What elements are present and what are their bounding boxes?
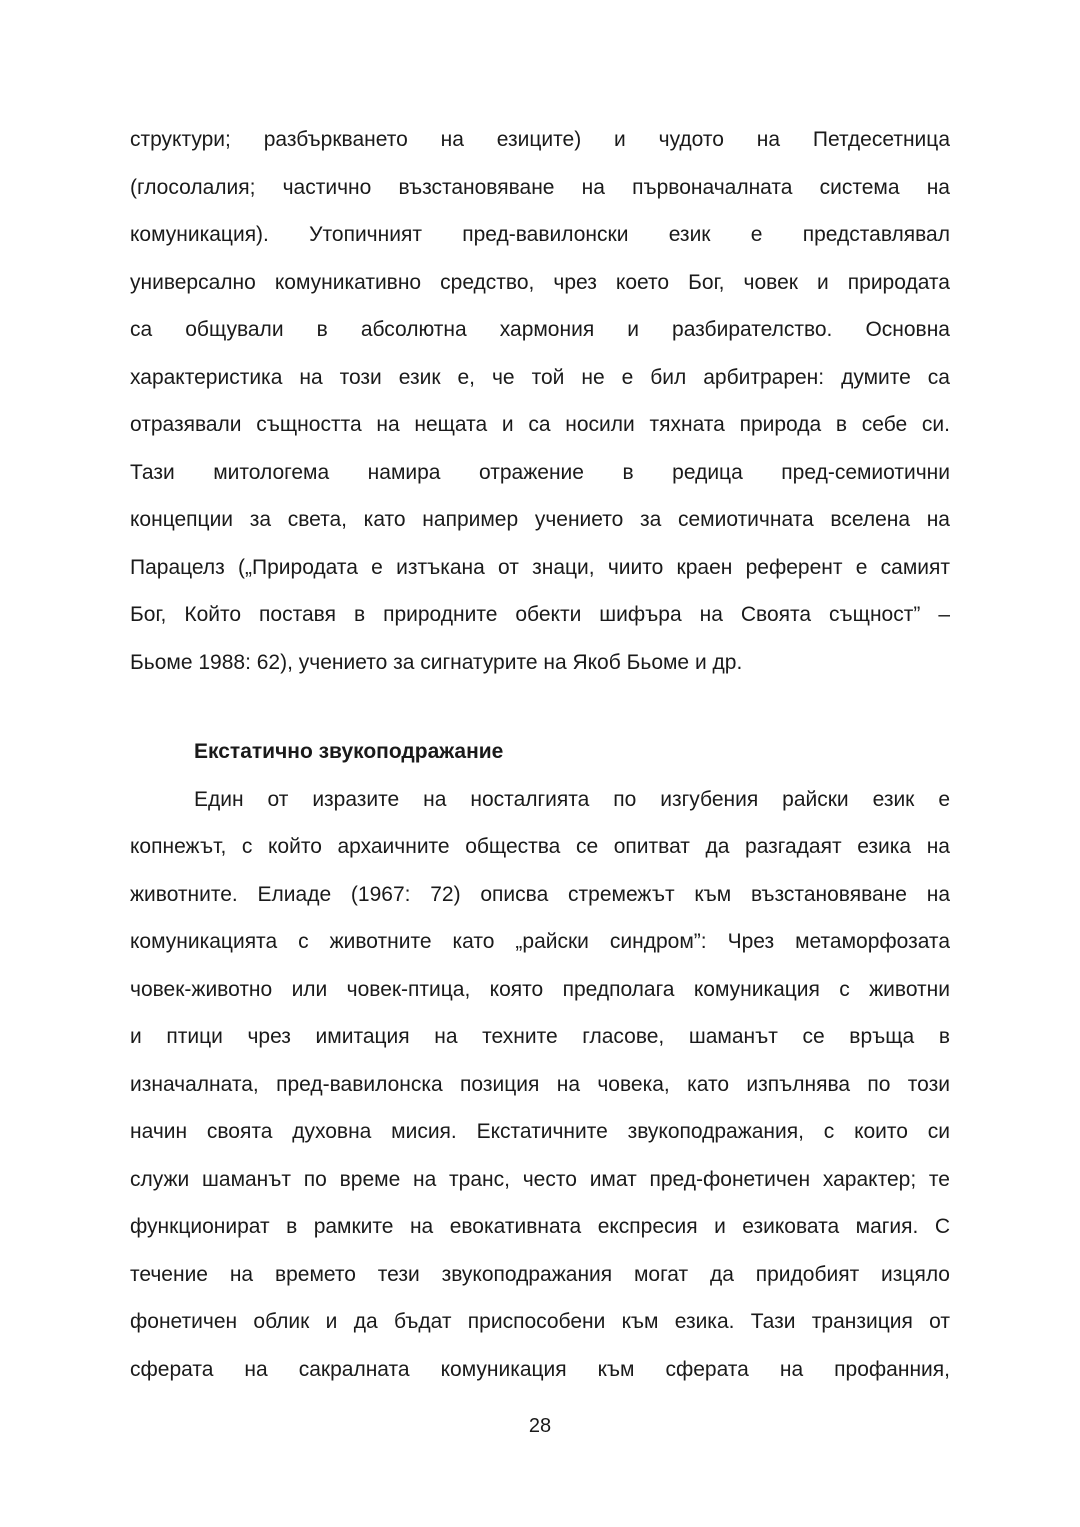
text-line: отразявали същността на нещата и са носили тяхната природа в себе си. <box>130 413 950 436</box>
text-line: Бьоме 1988: 62), учението за сигнатурите на Якоб Бьоме и др. <box>130 650 743 674</box>
text-line: фонетичен облик и да бъдат приспособени към езика. Тази транзиция от <box>130 1310 950 1333</box>
text-line: (глосолалия; частично възстановяване на първоначалната система на <box>130 175 950 199</box>
text-line: универсално комуникативно средство, чрез което Бог, човек и природата <box>130 270 950 294</box>
text-line: копнежът, с който архаичните общества се опитват да разгадаят езика на <box>130 835 950 858</box>
text-line: служи шаманът по време на транс, често имат пред-фонетичен характер; те <box>130 1167 950 1191</box>
text-line: животните. Елиаде (1967: 72) описва стремежът към възстановяване на <box>130 882 950 906</box>
text-line: концепции за света, като например учението за семиотичната вселена на <box>130 508 950 531</box>
text-line: характеристика на този език е, че той не е бил арбитрарен: думите са <box>130 365 950 389</box>
text-line: комуникацията с животните като „райски синдром”: Чрез метаморфозата <box>130 930 950 953</box>
text-line: Тази митологема намира отражение в редица пред-семиотични <box>130 460 950 484</box>
text-line: са общували в абсолютна хармония и разбирателство. Основна <box>130 318 950 341</box>
page-content <box>130 116 950 1393</box>
text-line: и птици чрез имитация на техните гласове, шаманът се връща в <box>130 1025 950 1048</box>
text-line: Парацелз („Природата е изтъкана от знаци, чиито краен референт е самият <box>130 555 950 579</box>
text-line: начин своята духовна мисия. Екстатичните звукоподражания, с които си <box>130 1120 950 1143</box>
page-number: 28 <box>528 1415 552 1437</box>
text-line: изначалната, пред-вавилонска позиция на човека, като изпълнява по този <box>130 1072 950 1096</box>
text-line: Един от изразите на носталгията по изгубения райски език е <box>194 787 950 811</box>
text-line: комуникация). Утопичният пред-вавилонски език е представлявал <box>130 223 950 246</box>
section-heading: Екстатично звукоподражание <box>194 740 504 763</box>
text-line: течение на времето тези звукоподражания могат да придобият изцяло <box>130 1262 950 1286</box>
text-line: функционират в рамките на евокативната експресия и езиковата магия. С <box>130 1215 950 1238</box>
text-line: Бог, Който поставя в природните обекти шифъра на Своята същност” – <box>130 603 950 626</box>
text-line: сферата на сакралната комуникация към сферата на профанния, <box>130 1357 950 1381</box>
text-line: човек-животно или човек-птица, която предполага комуникация с животни <box>130 977 950 1001</box>
paragraph <box>130 116 950 686</box>
paragraph <box>130 776 950 1394</box>
text-line: структури; разбъркването на езиците) и чудото на Петдесетница <box>130 128 950 151</box>
